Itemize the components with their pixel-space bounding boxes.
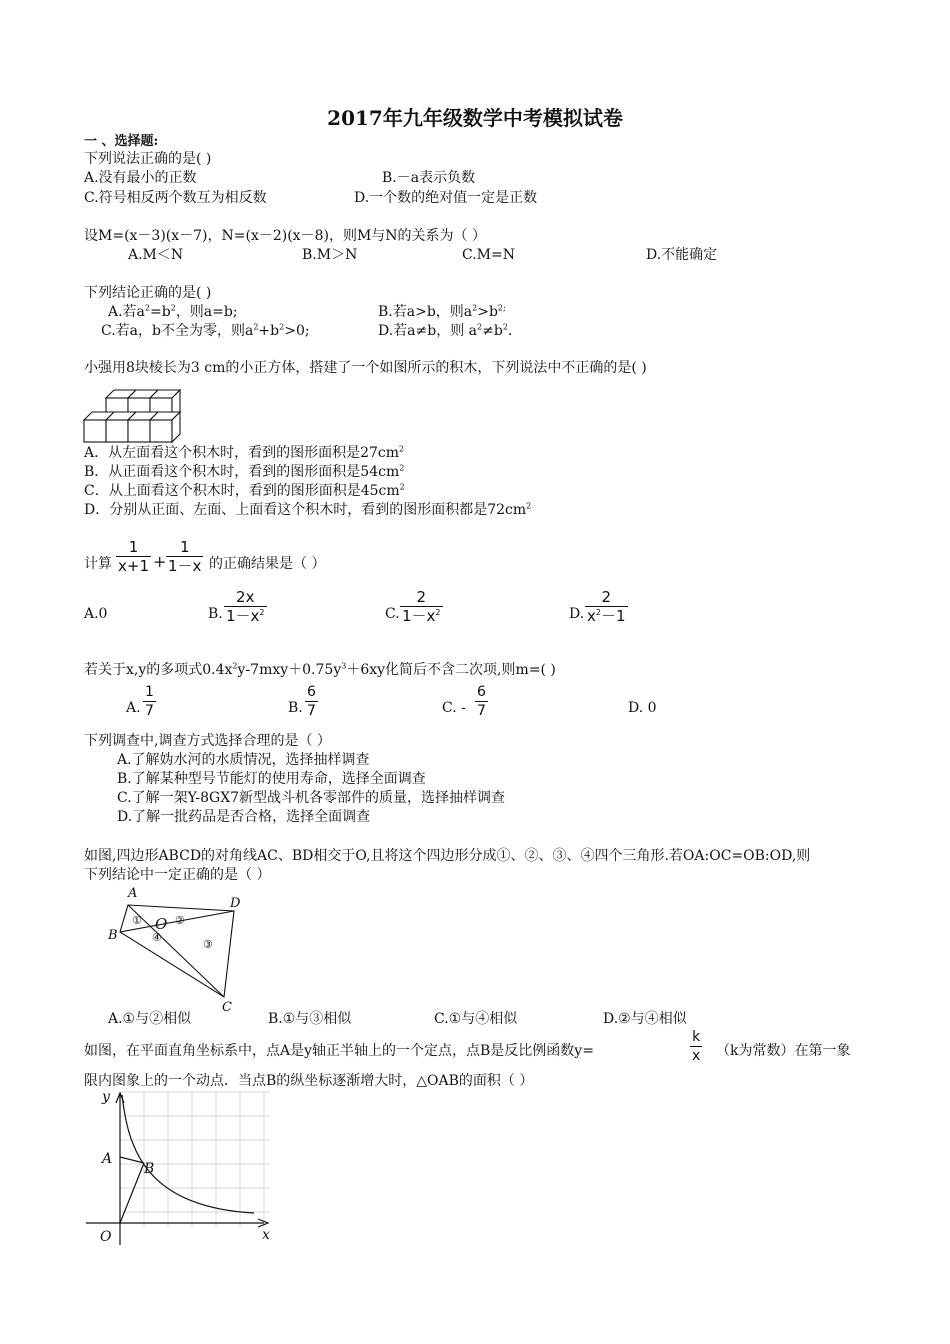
label-D: D xyxy=(230,896,241,911)
origin-label: O xyxy=(100,1229,112,1245)
point-B-label: B xyxy=(144,1161,155,1177)
q3-option-b: B.若a>b，则$a^2>b^{2;}$ xyxy=(378,303,506,320)
q2-option-a: A.M＜N xyxy=(128,247,184,263)
q1-stem: 下列说法正确的是( ) xyxy=(84,151,212,167)
x-axis-label: x xyxy=(262,1227,270,1243)
region-2-label: ② xyxy=(175,914,185,927)
q5-option-c-label: C. xyxy=(385,606,400,622)
q9-stem-line2: 限内图象上的一个动点．当点B的纵坐标逐渐增大时，△OAB的面积（ ） xyxy=(84,1073,534,1089)
label-C: C xyxy=(222,1000,232,1015)
q2-option-b: B.M＞N xyxy=(302,247,358,263)
region-4-label: ④ xyxy=(152,931,162,944)
q1-option-b: B.－a表示负数 xyxy=(382,170,476,186)
section-heading: 一 、选择题: xyxy=(84,134,159,149)
y-axis-label: y xyxy=(102,1089,110,1105)
q6-option-c-label: C. - xyxy=(442,700,466,716)
q6-option-d: D. 0 xyxy=(628,700,657,716)
q1-option-a: A.没有最小的正数 xyxy=(84,170,197,186)
q3-stem: 下列结论正确的是( ) xyxy=(84,285,212,301)
q8-option-d: D.②与④相似 xyxy=(603,1011,687,1027)
q9-stem-line1-pre: 如图，在平面直角坐标系中，点A是y轴正半轴上的一个定点，点B是反比例函数y= xyxy=(84,1043,594,1059)
coordinate-figure xyxy=(84,1087,284,1247)
q4-option-a: A．从左面看这个积木时，看到的图形面积是$27cm^2$ xyxy=(84,444,405,461)
q8-stem-line1: 如图,四边形ABCD的对角线AC、BD相交于O,且将这个四边形分成①、②、③、④四个三角形.若OA:OC=OB:OD,则 xyxy=(84,848,811,864)
label-O: O xyxy=(155,915,168,933)
q5-option-d-label: D. xyxy=(569,606,585,622)
cube-stack-figure xyxy=(84,378,184,442)
q8-option-c: C.①与④相似 xyxy=(434,1011,518,1027)
q3-option-c: C.若a，b不全为零，则$a^2+b^2>0$; xyxy=(101,322,310,339)
q5-option-a: A.0 xyxy=(84,606,108,622)
region-1-label: ① xyxy=(132,914,142,927)
q1-option-c: C.符号相反两个数互为相反数 xyxy=(84,190,267,206)
quadrilateral-figure xyxy=(100,885,260,1013)
q9-stem-line1-post: （k为常数）在第一象 xyxy=(716,1043,851,1059)
q6-option-c-fraction: $\frac{6}{7}$ xyxy=(477,684,486,719)
q9-fraction-k-over-x: $\frac{k}{x}$ xyxy=(692,1029,701,1064)
q6-option-a-fraction: $\frac{1}{7}$ xyxy=(145,684,154,719)
point-A-label: A xyxy=(102,1151,113,1167)
q5-fraction-2: $\frac{1}{1-x}$ xyxy=(168,538,202,575)
q8-option-b: B.①与③相似 xyxy=(268,1011,352,1027)
q8-option-a: A.①与②相似 xyxy=(108,1011,192,1027)
q5-option-b-fraction: $\frac{2x}{1-x^2}$ xyxy=(226,588,265,625)
q6-option-b-fraction: $\frac{6}{7}$ xyxy=(307,684,316,719)
q4-option-c: C．从上面看这个积木时，看到的图形面积是$45cm^2$ xyxy=(84,482,405,499)
q7-option-d: D.了解一批药品是否合格，选择全面调查 xyxy=(117,809,371,825)
q6-option-b-label: B. xyxy=(288,700,303,716)
q5-option-c-fraction: $\frac{2}{1-x^2}$ xyxy=(402,588,441,625)
page-title: 2017年九年级数学中考模拟试卷 xyxy=(327,106,623,130)
q3-option-a: A.若$a^2=b^2$，则a=b; xyxy=(108,303,238,320)
q7-stem: 下列调查中,调查方式选择合理的是（ ） xyxy=(84,733,331,749)
label-B: B xyxy=(108,928,118,943)
q1-option-d: D.一个数的绝对值一定是正数 xyxy=(354,190,538,206)
q2-stem: 设M=(x－3)(x－7)，N=(x－2)(x－8)，则M与N的关系为（ ） xyxy=(84,228,486,244)
q5-option-b-label: B. xyxy=(208,606,223,622)
q4-option-b: B．从正面看这个积木时，看到的图形面积是$54cm^2$ xyxy=(84,463,405,480)
q5-plus: + xyxy=(153,552,167,571)
q7-option-b: B.了解某种型号节能灯的使用寿命，选择全面调查 xyxy=(117,771,426,787)
q8-stem-line2: 下列结论中一定正确的是（ ） xyxy=(84,867,271,883)
q4-stem: 小强用8块棱长为3 cm的小正方体，搭建了一个如图所示的积木，下列说法中不正确的是( ) xyxy=(84,360,647,376)
q7-option-c: C.了解一架Y-8GX7新型战斗机各零部件的质量，选择抽样调查 xyxy=(117,790,506,806)
q5-prefix: 计算 xyxy=(84,556,112,572)
q6-stem: 若关于x,y的多项式$0.4x^2y-7mxy+0.75y^3+6xy$化简后不含二次项,则m=( ) xyxy=(84,661,556,678)
q6-option-a-label: A. xyxy=(126,700,141,716)
q4-option-d: D．分别从正面、左面、上面看这个积木时，看到的图形面积都是$72cm^2$ xyxy=(84,501,532,518)
q2-option-c: C.M=N xyxy=(462,247,515,263)
q5-suffix: 的正确结果是（ ） xyxy=(209,556,326,572)
region-3-label: ③ xyxy=(203,938,213,951)
q5-fraction-1: $\frac{1}{x+1}$ xyxy=(118,538,149,575)
q5-option-d-fraction: $\frac{2}{x^2-1}$ xyxy=(587,588,626,625)
q2-option-d: D.不能确定 xyxy=(646,247,718,263)
label-A: A xyxy=(128,886,138,901)
q7-option-a: A.了解妫水河的水质情况，选择抽样调查 xyxy=(117,752,370,768)
q3-option-d: D.若a≠b，则 $a^2\ne b^2$. xyxy=(378,322,513,339)
